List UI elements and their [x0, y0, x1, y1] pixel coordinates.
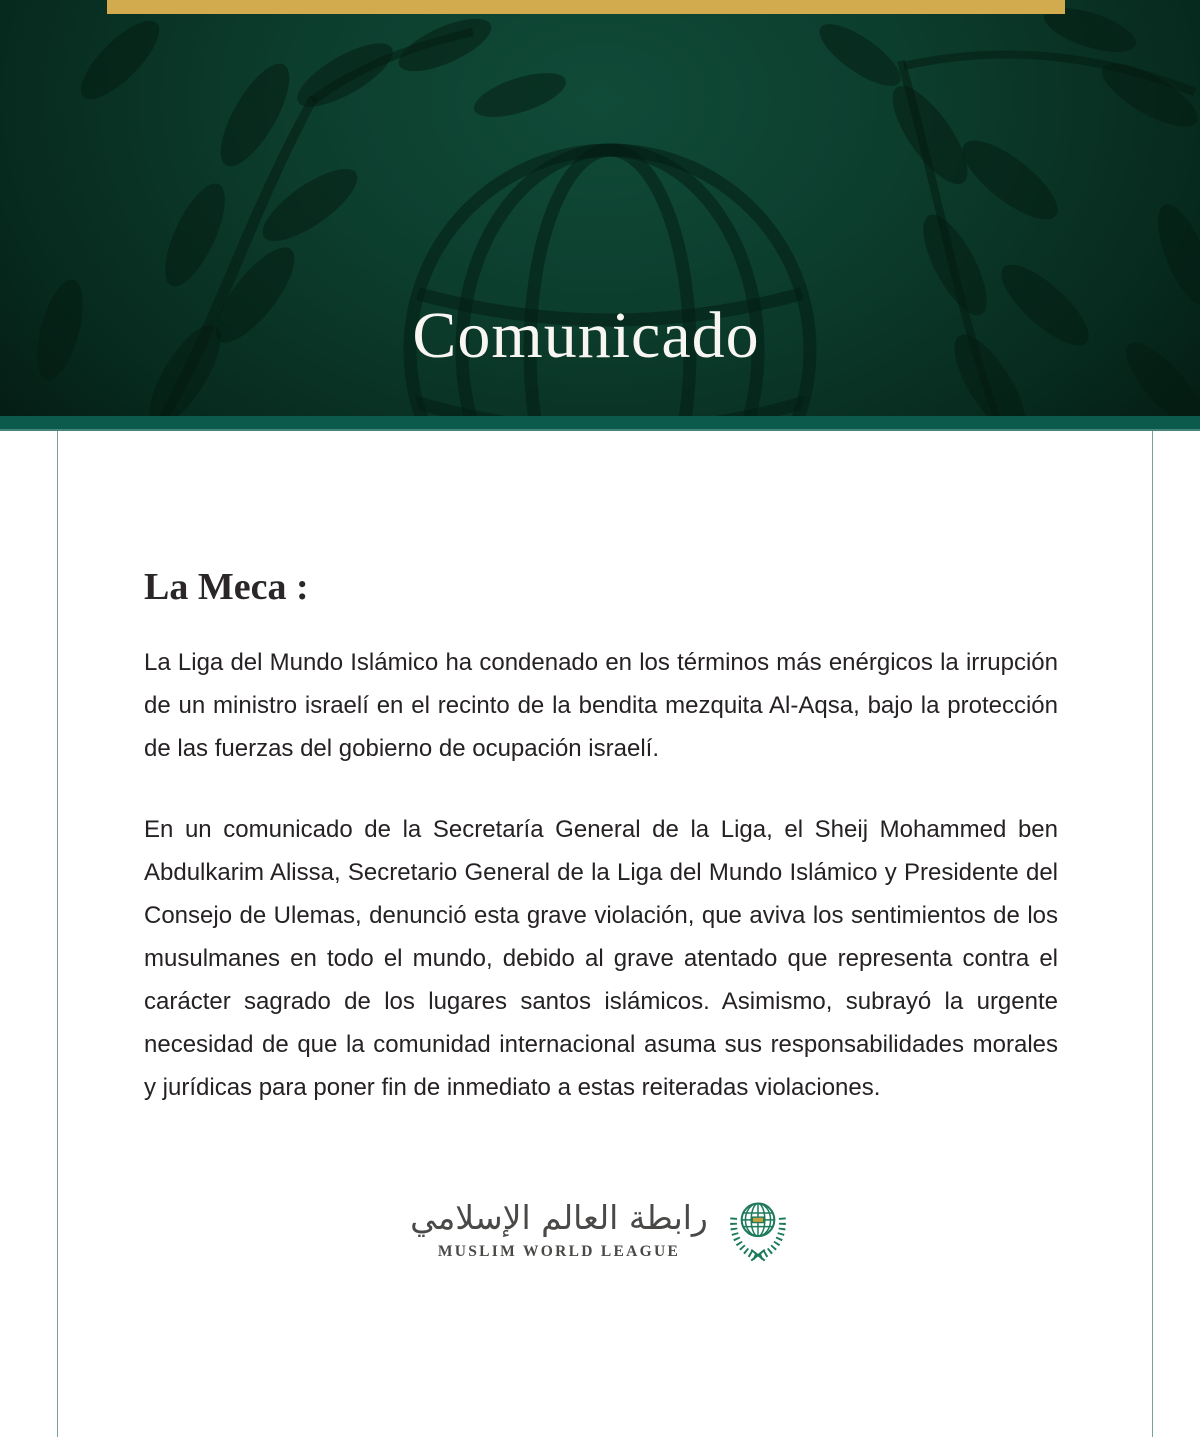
mwl-english-name: MUSLIM WORLD LEAGUE [437, 1242, 681, 1260]
paragraph-1: La Liga del Mundo Islámico ha condenado en los términos más enérgicos la irrupción de un ministro israelí en el recinto de la bendita mezquita Al-Aqsa, bajo la protección de las fuerzas del gobierno de ocupación israelí. [144, 649, 1058, 762]
document-body [58, 431, 1152, 1267]
paragraph-2: En un comunicado de la Secretaría General de la Liga, el Sheij Mohammed ben Abdulkarim Alissa, Secretario General de la Liga del Mundo Islámico y Presidente del Consejo de Ulemas, denunció esta grave violación, que aviva los sentimientos de los musulmanes en todo el mundo, debido al grave atentado que representa contra el carácter sagrado de los lugares santos islámicos. Asimismo, subrayó la urgente necesidad de que la comunidad internacional asuma sus responsabilidades morales y jurídicas para poner fin de inmediato a estas reiteradas violaciones. [144, 816, 1058, 1101]
globe-icon [740, 1204, 775, 1237]
mwl-arabic-name: رابطة العالم الإسلامي [410, 1197, 708, 1237]
mwl-logo-text [410, 1196, 708, 1261]
dateline-heading: La Meca : [144, 566, 309, 608]
teal-separator-band [0, 416, 1200, 431]
content-card [57, 431, 1153, 1437]
globe-wreath-icon [724, 1189, 792, 1267]
page-header [0, 0, 1200, 416]
emblem-center-plaque [752, 1217, 764, 1222]
gold-accent-bar [107, 0, 1065, 14]
mwl-emblem [724, 1189, 792, 1267]
page-title: Comunicado [412, 299, 760, 372]
mwl-logo [144, 1189, 1058, 1267]
